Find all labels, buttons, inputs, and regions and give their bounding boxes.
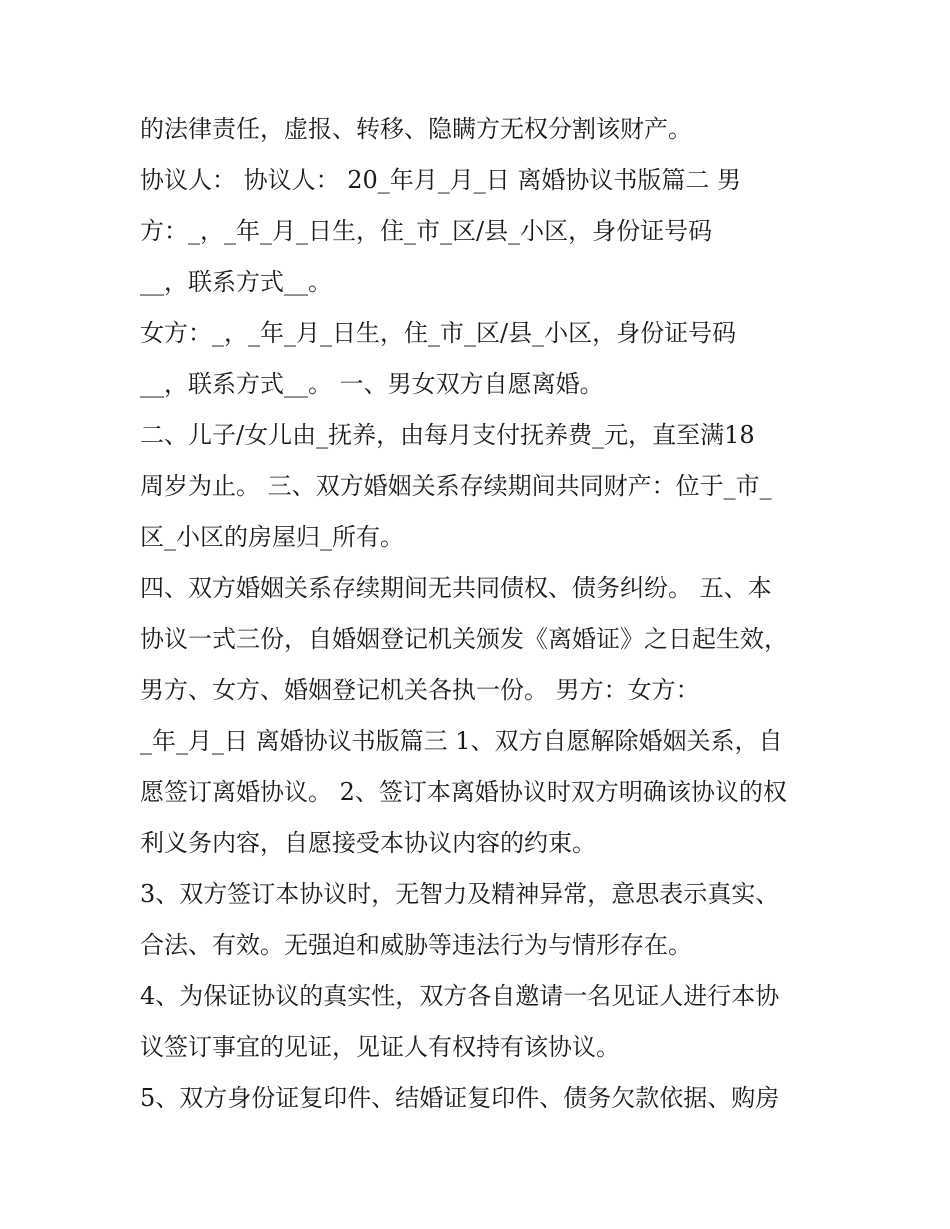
text-line: 二、儿子/女儿由_抚养，由每月支付抚养费_元，直至满18 [140,421,755,449]
text-line: 利义务内容，自愿接受本协议内容的约束。 [140,829,596,857]
text-line: 愿签订离婚协议。 2、签订本离婚协议时双方明确该协议的权 [140,778,787,806]
text-line: 男方、女方、婚姻登记机关各执一份。 男方：女方： [140,676,700,704]
text-line: _年_月_日 离婚协议书版篇三 1、双方自愿解除婚姻关系，自 [140,727,783,755]
document-body [140,104,820,1124]
text-line: 协议人： 协议人： 20_年月_月_日 离婚协议书版篇二 男 [140,166,742,194]
text-line: 女方：_，_年_月_日生，住_市_区/县_小区，身份证号码 [140,319,737,347]
text-line: 5、双方身份证复印件、结婚证复印件、债务欠款依据、购房 [140,1084,780,1112]
text-line: __，联系方式__。 一、男女双方自愿离婚。 [140,370,604,398]
text-line: __，联系方式__。 [140,268,332,296]
text-line: 区_小区的房屋归_所有。 [140,523,404,551]
text-line: 合法、有效。无强迫和威胁等违法行为与情形存在。 [140,931,692,959]
text-line: 方：_，_年_月_日生，住_市_区/县_小区，身份证号码 [140,217,713,245]
text-line: 周岁为止。 三、双方婚姻关系存续期间共同财产：位于_市_ [140,472,772,500]
text-line: 的法律责任，虚报、转移、隐瞒方无权分割该财产。 [140,115,692,143]
text-line: 四、双方婚姻关系存续期间无共同债权、债务纠纷。 五、本 [140,574,772,602]
text-line: 3、双方签订本协议时，无智力及精神异常，意思表示真实、 [140,880,780,908]
text-line: 协议一式三份，自婚姻登记机关颁发《离婚证》之日起生效， [140,625,788,653]
text-line: 4、为保证协议的真实性，双方各自邀请一名见证人进行本协 [140,982,780,1010]
text-line: 议签订事宜的见证，见证人有权持有该协议。 [140,1033,620,1061]
